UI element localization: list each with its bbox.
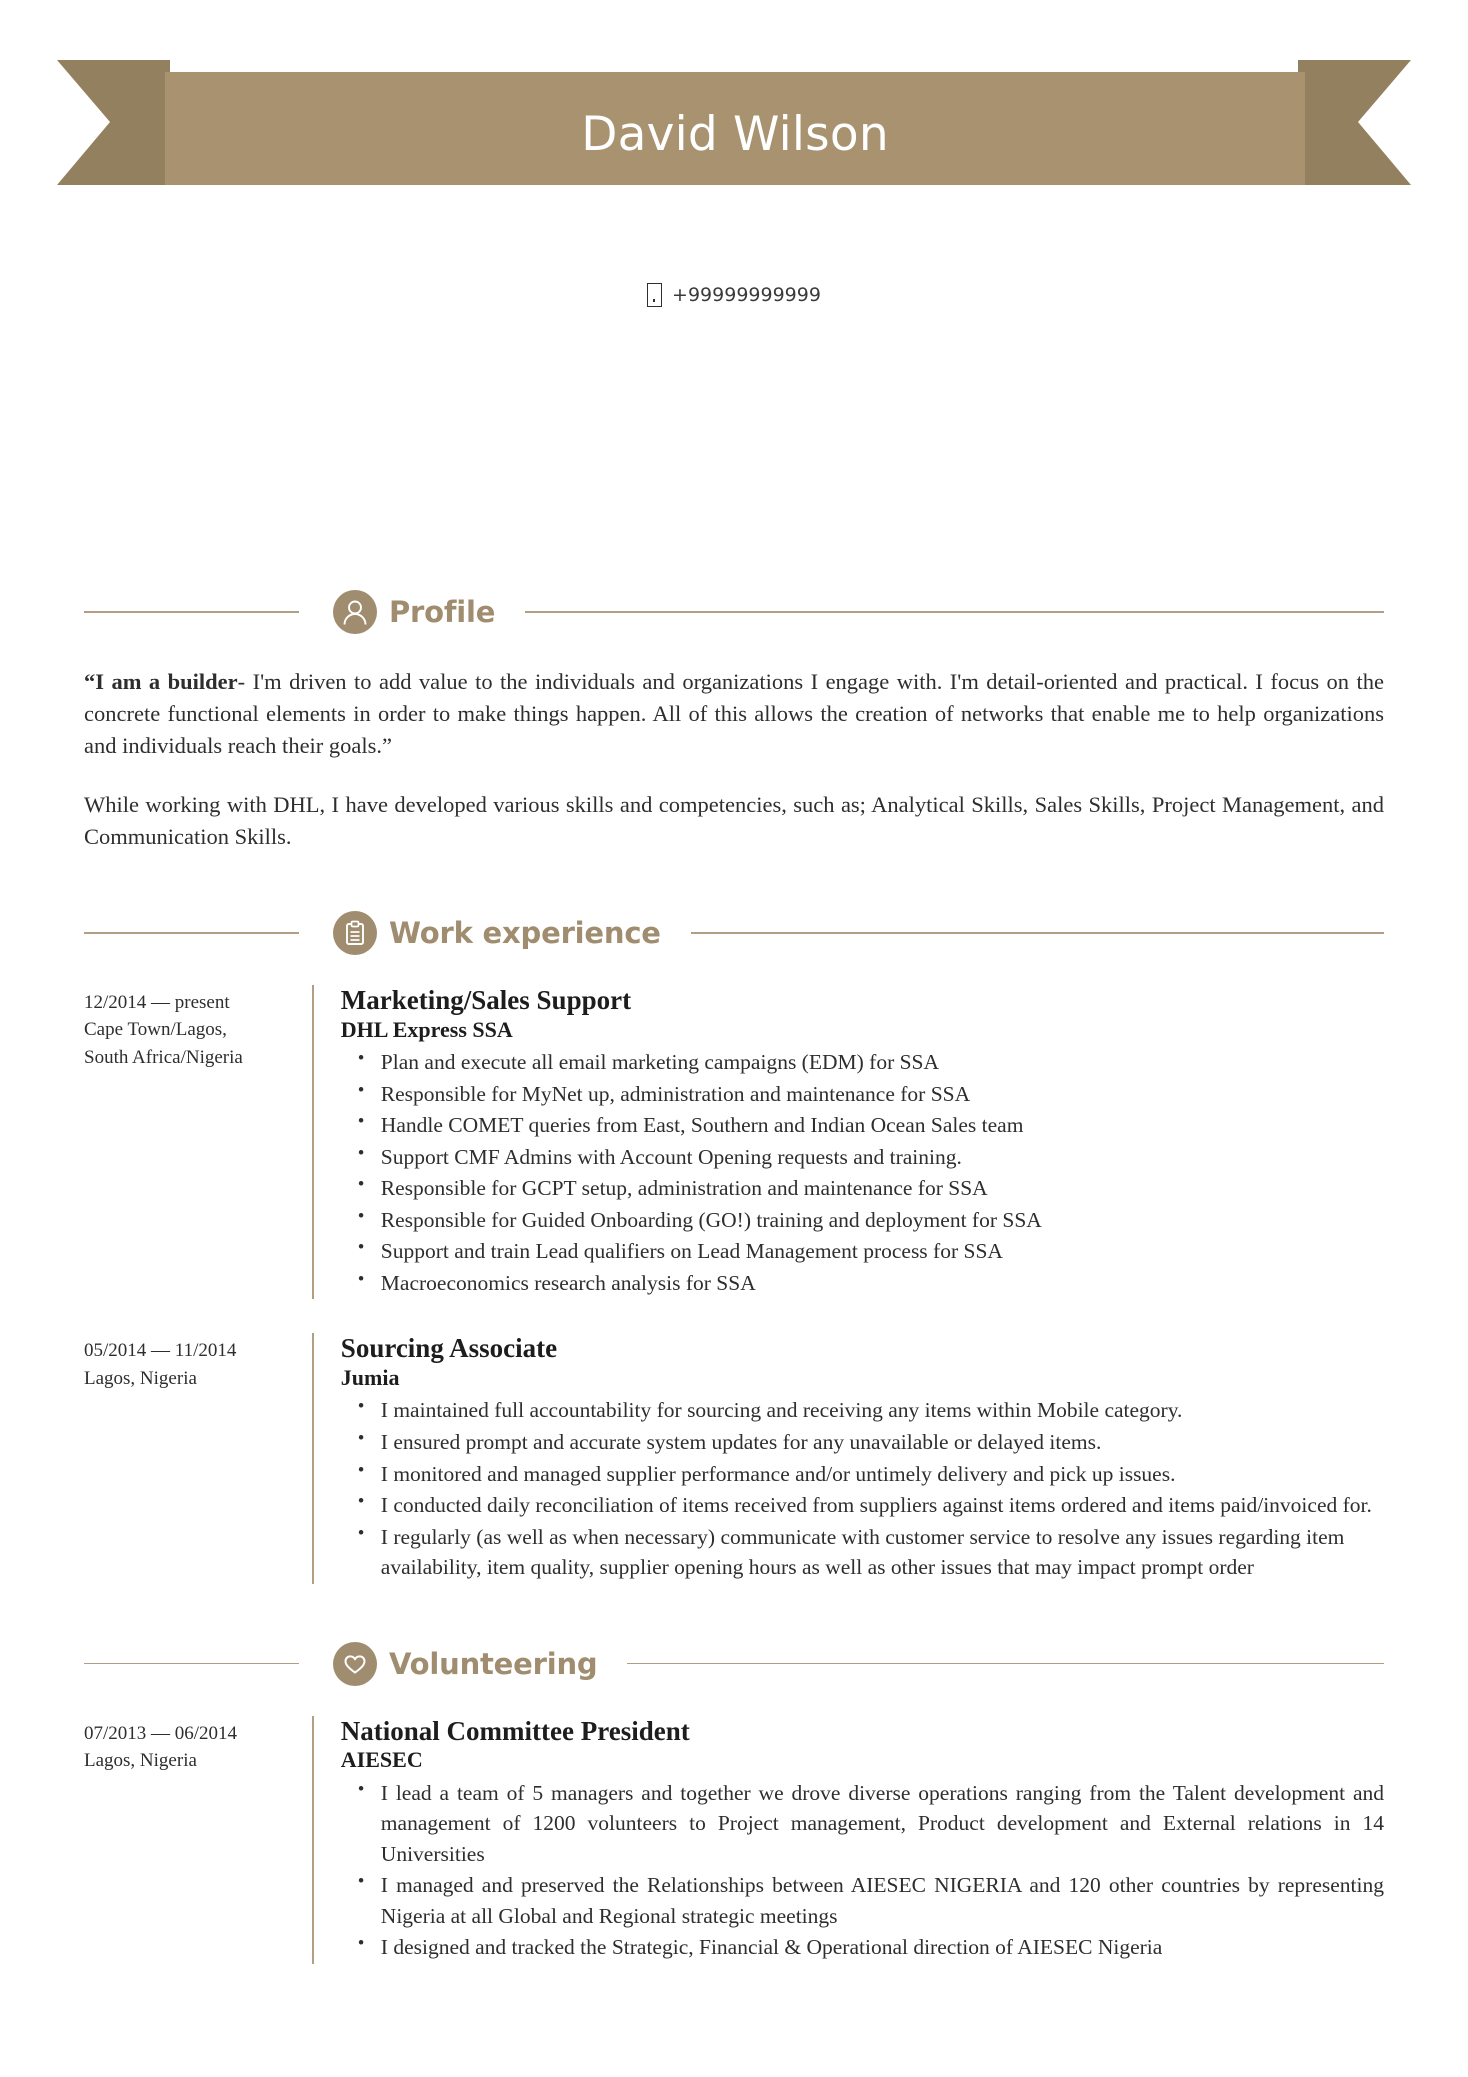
list-item: • I designed and tracked the Strategic, Financial & Operational direction of AIESEC Nigeria [381, 1932, 1384, 1963]
entry-location-line-1: Lagos, Nigeria [84, 1750, 197, 1772]
entry-meta [84, 1716, 312, 1964]
list-item: • I lead a team of 5 managers and together we drove diverse operations ranging from the Talent development and management of 1200 volunteers to Project management, Product development and External relations in 14 Universities [381, 1778, 1384, 1870]
entry-location-line-1: Cape Town/Lagos, [84, 1019, 227, 1041]
section-title-work-experience: Work experience [389, 915, 661, 950]
page-title: David Wilson [581, 107, 889, 162]
list-item: • Plan and execute all email marketing campaigns (EDM) for SSA [381, 1047, 1384, 1078]
list-item: • I monitored and managed supplier performance and/or untimely delivery and pick up issues. [381, 1459, 1384, 1490]
profile-body [84, 666, 1384, 853]
entry-bullet-list [341, 1778, 1384, 1963]
briefcase-icon [333, 911, 377, 955]
profile-lead: “I am a builder [84, 669, 238, 694]
list-item: • I managed and preserved the Relationships between AIESEC NIGERIA and 120 other countries by representing Nigeria at all Global and Regional strategic meetings [381, 1870, 1384, 1931]
rule-right [627, 1663, 1384, 1665]
list-item: • Support and train Lead qualifiers on Lead Management process for SSA [381, 1236, 1384, 1267]
entry-title: Marketing/Sales Support [340, 984, 632, 1015]
rule-left [84, 1663, 299, 1665]
person-icon [333, 590, 377, 634]
volunteering-entry [84, 1716, 1384, 1964]
section-title-volunteering: Volunteering [389, 1646, 598, 1681]
profile-paragraph-1 [84, 666, 1384, 763]
entry-title: National Committee President [340, 1715, 690, 1746]
list-item: • I conducted daily reconciliation of items received from suppliers against items ordered and items paid/invoiced for. [381, 1490, 1384, 1521]
list-item: • Responsible for GCPT setup, administration and maintenance for SSA [381, 1173, 1384, 1204]
section-title-profile: Profile [389, 595, 496, 629]
list-item: • Handle COMET queries from East, Southern and Indian Ocean Sales team [381, 1110, 1384, 1141]
rule-left [84, 932, 299, 934]
contact-phone: +99999999999 [672, 283, 821, 306]
entry-dates: 12/2014 — present [84, 991, 230, 1013]
section-header-volunteering [84, 1642, 1384, 1686]
rule-right [525, 611, 1384, 613]
entry-title: Sourcing Associate [340, 1333, 558, 1364]
entry-dates: 07/2013 — 06/2014 [84, 1722, 238, 1744]
entry-bullet-list [341, 1395, 1384, 1582]
profile-rest: - I'm driven to add value to the individuals and organizations I engage with. I'm detail-oriented and practical. I focus on the concrete functional elements in order to make things happen. All of this allows the creation of networks that enable me to help organizations and individuals reach their goals.” [84, 669, 1384, 759]
entry-organization: AIESEC [340, 1747, 423, 1773]
list-item: • Macroeconomics research analysis for SSA [381, 1268, 1384, 1299]
work-entry [84, 1333, 1384, 1583]
contact-row [0, 283, 1468, 307]
entry-organization: DHL Express SSA [340, 1016, 513, 1042]
section-header-profile [84, 590, 1384, 634]
rule-left [84, 611, 299, 613]
list-item: • I ensured prompt and accurate system updates for any unavailable or delayed items. [381, 1427, 1384, 1458]
entry-bullet-list [341, 1047, 1384, 1298]
entry-dates: 05/2014 — 11/2014 [84, 1340, 237, 1362]
entry-main [314, 985, 1384, 1299]
list-item: • Responsible for Guided Onboarding (GO!) training and deployment for SSA [381, 1205, 1384, 1236]
section-header-work-experience [84, 911, 1384, 955]
heart-icon [333, 1642, 377, 1686]
profile-paragraph-2: While working with DHL, I have developed various skills and competencies, such as; Analytical Skills, Sales Skills, Project Management, and Communication Skills. [84, 791, 1384, 849]
list-item: • I maintained full accountability for sourcing and receiving any items within Mobile category. [381, 1395, 1384, 1426]
entry-location-line-1: Lagos, Nigeria [84, 1367, 197, 1389]
rule-right [691, 932, 1384, 934]
header-ribbon [0, 0, 1468, 250]
entry-meta [84, 985, 312, 1299]
entry-organization: Jumia [340, 1365, 400, 1391]
entry-location-line-2: South Africa/Nigeria [84, 1046, 243, 1068]
list-item: • Support CMF Admins with Account Opening requests and training. [381, 1142, 1384, 1173]
list-item: • Responsible for MyNet up, administration and maintenance for SSA [381, 1079, 1384, 1110]
list-item: • I regularly (as well as when necessary) communicate with customer service to resolve any issues regarding item availability, item quality, supplier opening hours as well as other issues that may impact prompt order [381, 1522, 1384, 1583]
phone-icon [647, 283, 662, 307]
entry-main [314, 1716, 1384, 1964]
entry-main [314, 1333, 1384, 1583]
work-entry [84, 985, 1384, 1299]
entry-meta [84, 1333, 312, 1583]
